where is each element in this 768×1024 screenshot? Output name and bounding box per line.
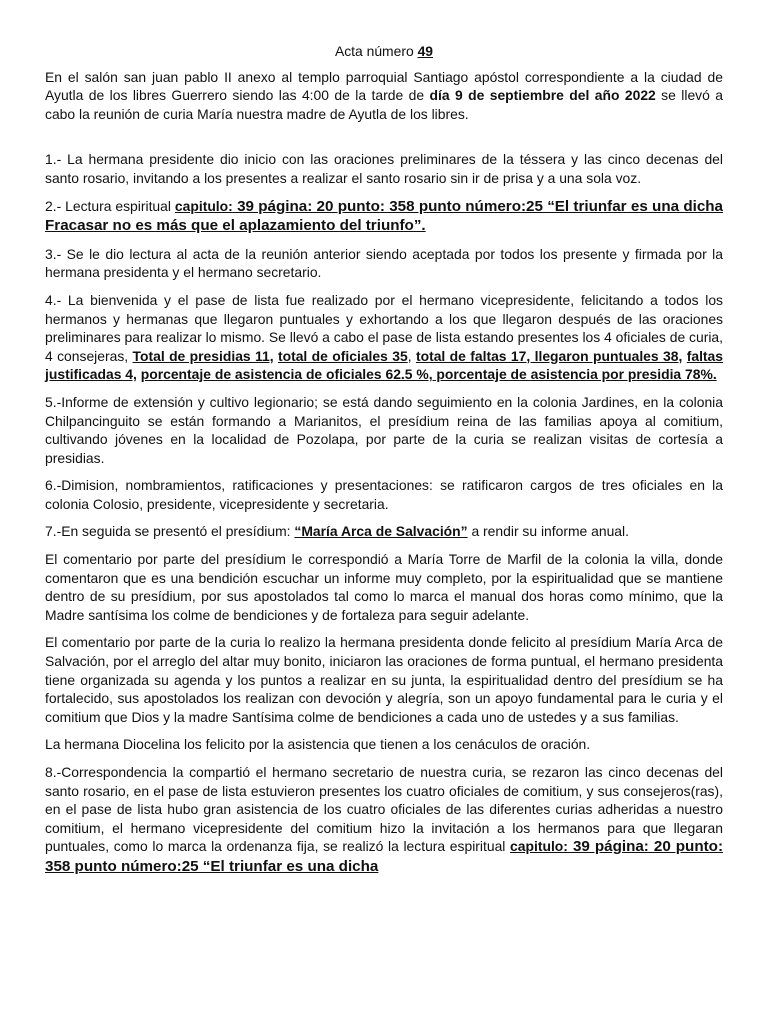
document-page	[45, 42, 723, 886]
item-8-reading-reference: 39 página: 20 punto: 358 punto número:25 “El triunfar es una dicha	[45, 838, 723, 875]
stat-porcentajes: porcentaje de asistencia de oficiales 62.5 %, porcentaje de asistencia por presidia 78%.	[140, 366, 717, 383]
item-2-chapter-label: capitulo:	[174, 197, 233, 214]
item-1-paragraph: 1.- La hermana presidente dio inicio con las oraciones preliminares de la téssera y las cinco decenas del santo rosario, invitando a los presentes a realizar el santo rosario sin ir de prisa y a una sola voz.	[45, 151, 723, 186]
diocelina-paragraph: La hermana Diocelina los felicito por la asistencia que tienen a los cenáculos de oración.	[45, 736, 591, 753]
item-3-paragraph: 3.- Se le dio lectura al acta de la reunión anterior siendo aceptada por todos los presente y firmada por la hermana presidenta y el hermano secretario.	[45, 245, 723, 281]
stat-faltas-puntuales: total de faltas 17, llegaron puntuales 38,	[415, 347, 683, 364]
acta-number: 49	[417, 43, 434, 59]
item-2-reading-reference: 39 página: 20 punto: 358 punto número:25 “El triunfar es una dicha Fracasar no es más que el aplazamiento del triunfo”.	[45, 197, 723, 235]
item-6-paragraph: 6.-Dimision, nombramientos, ratificaciones y presentaciones: se ratificaron cargos de tres oficiales en la colonia Colosio, presidente, vicepresidente y secretaria.	[45, 477, 723, 512]
item-4-paragraph: 4.- La bienvenida y el pase de lista fue realizado por el hermano vicepresidente, felicitando a todos los hermanos y hermanas que llegaron puntuales y exhortando a los que llegaron después de las oraciones preliminares para realizar lo mismo. Se llevó a cabo el pase de lista estando presentes los 4 oficiales de curia, 4 consejeras, Total de presidias 11, total de oficiales 35, total de faltas 17, llegaron puntuales 38, faltas justificadas 4, porcentaje de asistencia de oficiales 62.5 %, porcentaje de asistencia por presidia 78%.	[45, 291, 724, 383]
item-7-text-1: 7.-En seguida se presentó el presídium:	[45, 523, 295, 540]
item-7-text-2: a rendir su informe anual.	[467, 523, 629, 540]
title-label: Acta número	[334, 43, 418, 59]
blank-line	[45, 132, 723, 150]
meeting-date: día 9 de septiembre del año 2022	[429, 87, 656, 104]
item-2-text: 2.- Lectura espiritual	[45, 197, 175, 214]
document-title	[45, 42, 723, 61]
item-5-paragraph: 5.-Informe de extensión y cultivo legionario; se está dando seguimiento en la colonia Jardines, en la colonia Chilpancinguito se están formando a Marianitos, el presídium reina de las familias apoya al comitium, cultivando jóvenes en la localidad de Pozolapa, por parte de la curia se realizan visitas de cortesía a presidias.	[45, 393, 723, 466]
item-8-text: 8.-Correspondencia la compartió el hermano secretario de nuestra curia, se rezaron las cinco decenas del santo rosario, en el pase de lista estuvieron presentes los cuatro oficiales de comitium, y sus consejeros(ras), en el pase de lista hubo gran asistencia de los cuatro oficiales de las diferentes curias adheridas a nuestro comitium, el hermano vicepresidente del comitium hizo la invitación a los hermanos para que llegaran puntuales, como lo marca la ordenanza fija, se realizó la lectura espiritual	[45, 764, 723, 855]
item-4-text: 4.- La bienvenida y el pase de lista fue realizado por el hermano vicepresidente, felicitando a todos los hermanos y hermanas que llegaron puntuales y exhortando a los que llegaron después de las oraciones preliminares para realizar lo mismo. Se llevó a cabo el pase de lista estando presentes los 4 oficiales de curia, 4 consejeras,	[45, 291, 723, 364]
stat-total-presidias: Total de presidias 11,	[132, 347, 274, 364]
item-2-paragraph	[45, 197, 723, 236]
item-7-paragraph	[45, 522, 723, 541]
presidium-comment-paragraph: El comentario por parte del presídium le correspondió a María Torre de Marfil de la colonia la villa, donde comentaron que es una bendición escuchar un informe muy completo, por la espiritualidad que se mantiene dentro de su presídium, por sus apostolados tal como lo marca el manual dos horas como mínimo, que la Madre santísima los colme de bendiciones y de fortaleza para seguir adelante.	[45, 551, 723, 623]
stat-total-oficiales: total de oficiales 35	[277, 347, 408, 364]
intro-text-1: En el salón san juan pablo II anexo al templo parroquial Santiago apóstol correspondiente a la ciudad de Ayutla de los libres Guerrero siendo las 4:00 de la tarde de	[45, 68, 723, 104]
item-8-paragraph	[45, 763, 723, 877]
presidium-name: “María Arca de Salvación”	[294, 523, 468, 540]
intro-paragraph	[45, 68, 723, 124]
curia-comment-paragraph: El comentario por parte de la curia lo realizo la hermana presidenta donde felicito al presídium María Arca de Salvación, por el arreglo del altar muy bonito, iniciaron las oraciones de forma puntual, el hermano presidenta tiene organizada su agenda y los puntos a realizar en su junta, la espiritualidad dentro del presídium se ha fortalecido, sus apostolados los realizan con devoción y alegría, son un apoyo fundamental para le curia y el comitium que Dios y la madre Santísima colme de bendiciones a cada uno de ustedes y a sus familias.	[45, 634, 723, 725]
intro-text-2: se llevó a cabo la reunión de curia María nuestra madre de Ayutla de los libres.	[45, 87, 723, 122]
stat-faltas-justificadas: faltas justificadas 4,	[45, 347, 724, 383]
item-8-chapter-label: capitulo:	[510, 838, 568, 855]
